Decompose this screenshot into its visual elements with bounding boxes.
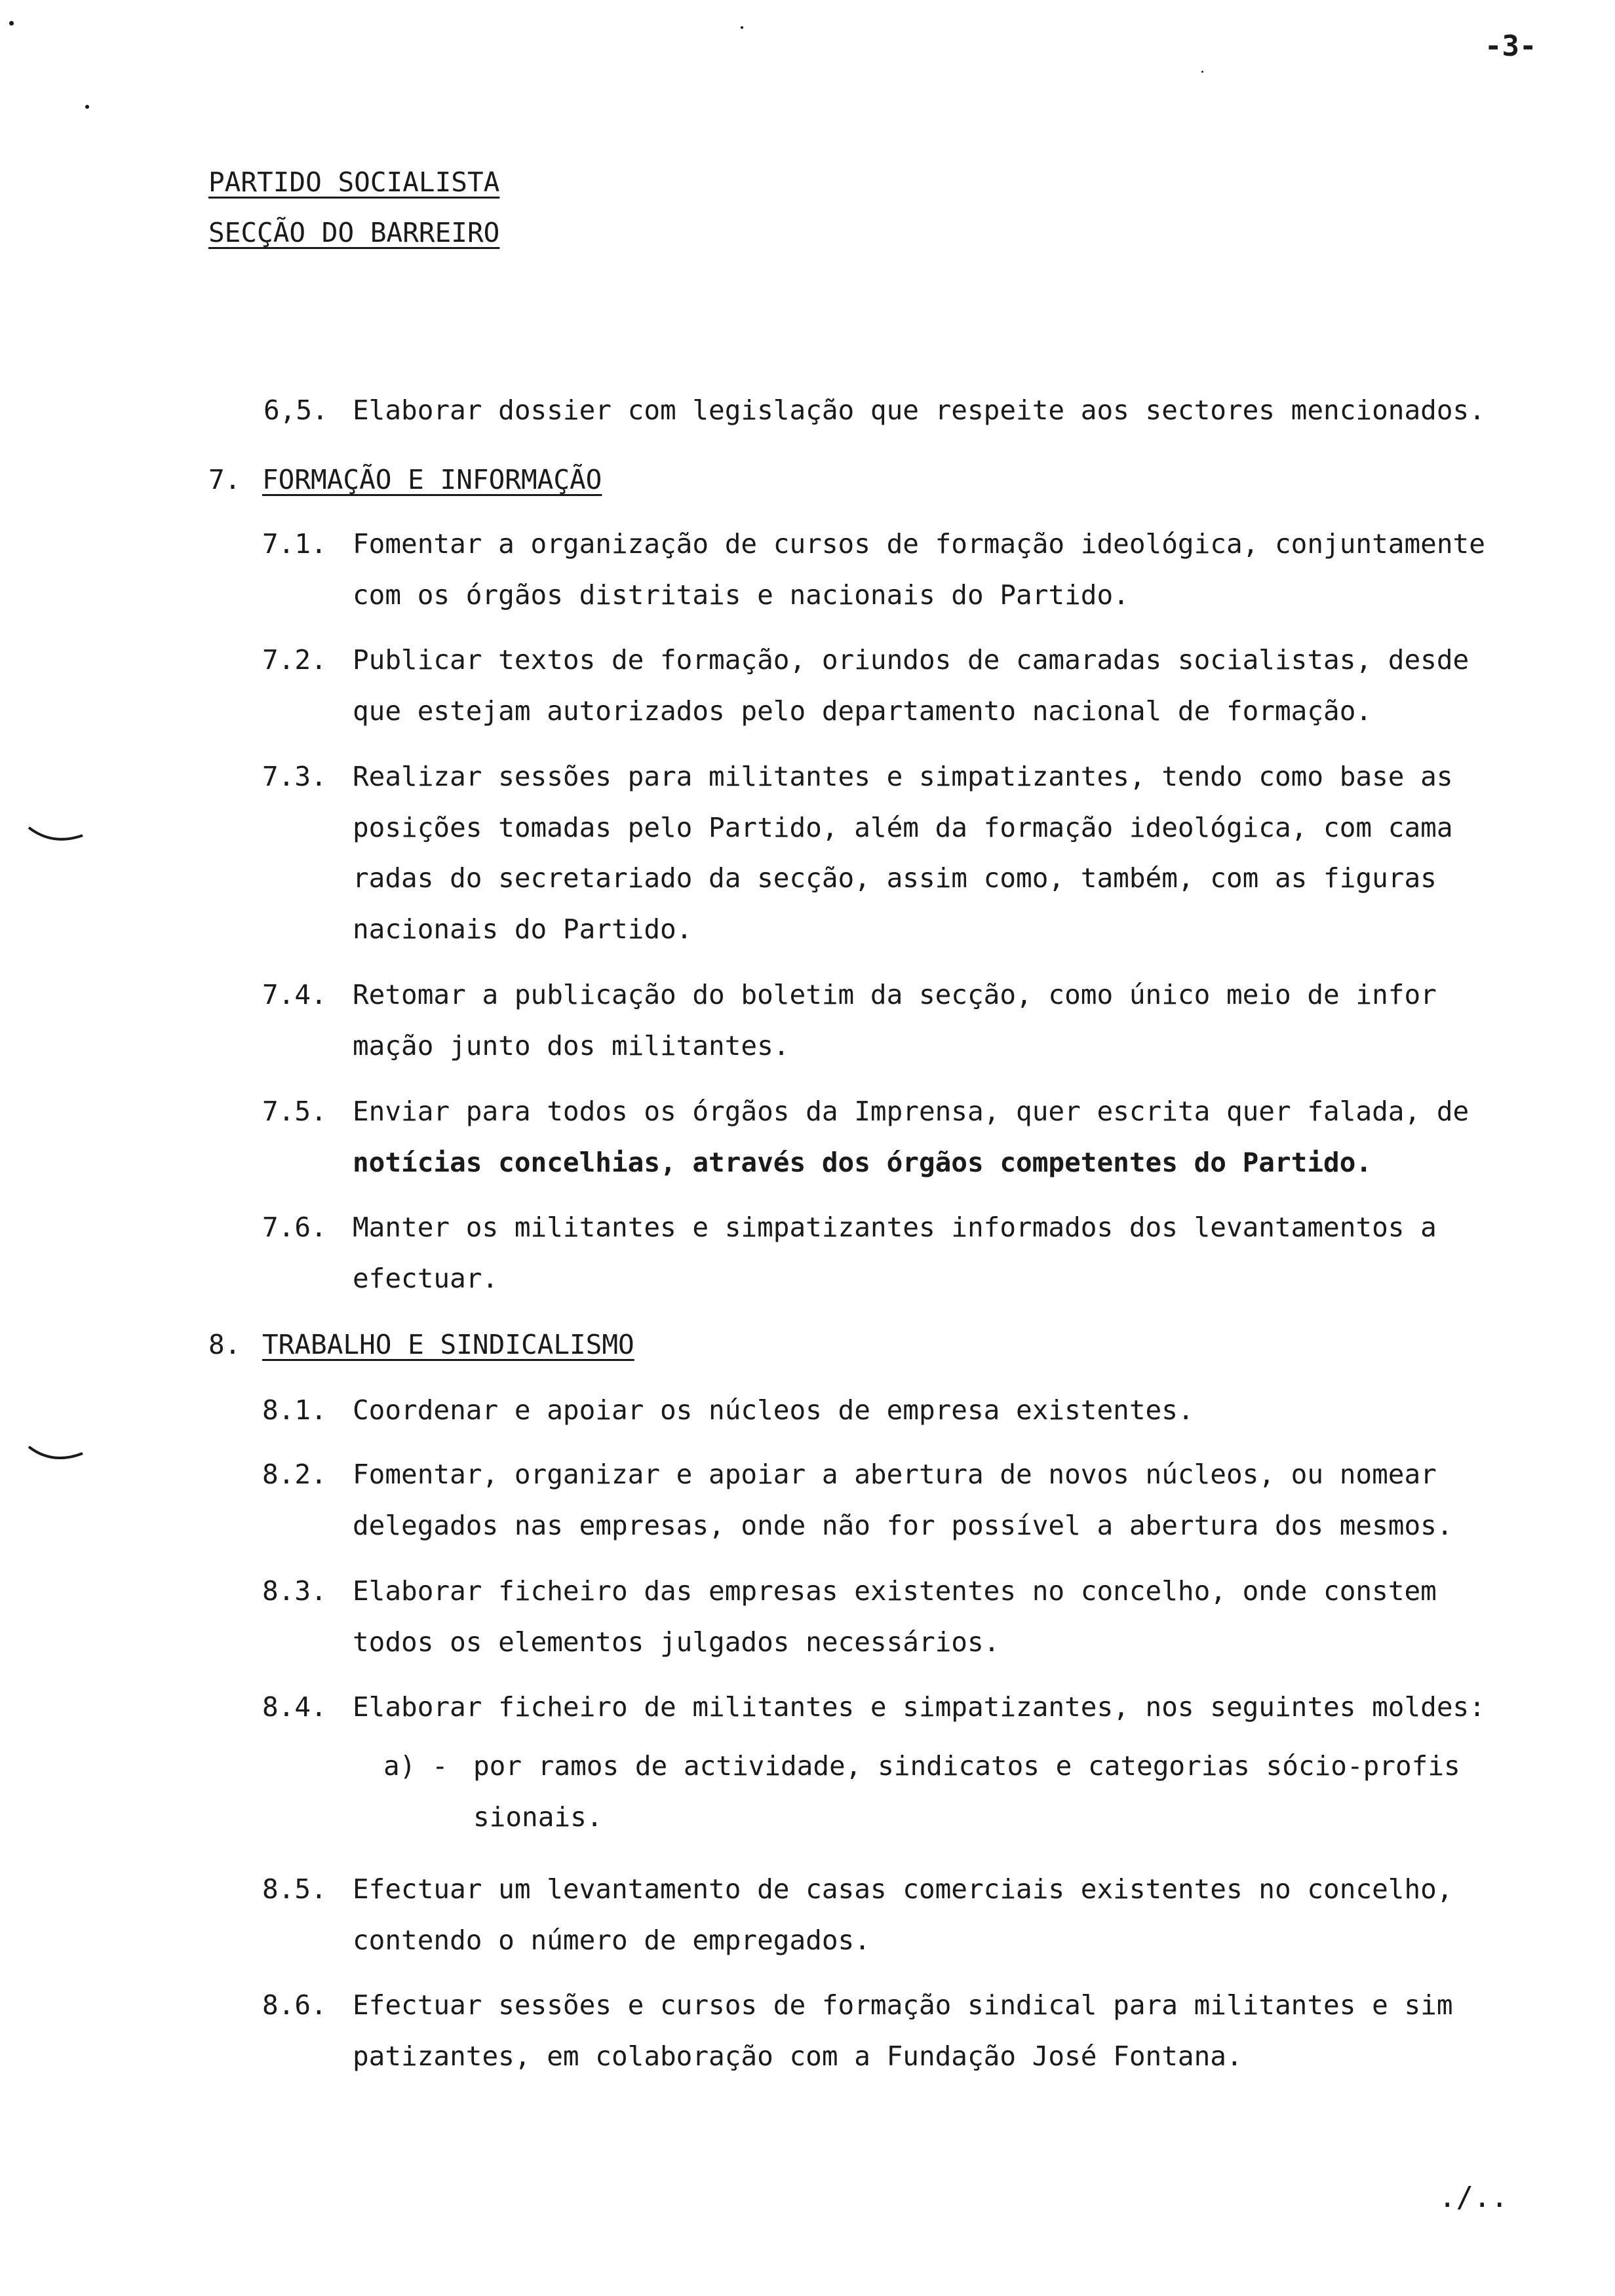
item-text: com os órgãos distritais e nacionais do Partido. [353, 579, 1129, 611]
item-text: Elaborar ficheiro das empresas existentes no concelho, onde constem [353, 1575, 1437, 1607]
item-text: delegados nas empresas, onde não for possível a abertura dos mesmos. [353, 1510, 1453, 1541]
margin-mark [26, 1442, 92, 1468]
ink-speck [9, 21, 14, 26]
sub-item-marker: a) - [383, 1750, 448, 1782]
section-title: TRABALHO E SINDICALISMO [262, 1329, 634, 1360]
item-text: Fomentar, organizar e apoiar a abertura de novos núcleos, ou nomear [353, 1459, 1437, 1490]
item-text: Efectuar um levantamento de casas comerciais existentes no concelho, [353, 1873, 1453, 1905]
section-number: 8. [208, 1329, 241, 1360]
item-text: posições tomadas pelo Partido, além da formação ideológica, com cama [353, 812, 1453, 843]
page-number: -3- [1485, 29, 1537, 63]
item-number: 8.4. [262, 1691, 327, 1723]
item-text: Enviar para todos os órgãos da Imprensa, quer escrita quer falada, de [353, 1096, 1469, 1127]
item-number: 6,5. [263, 394, 328, 426]
item-text: nacionais do Partido. [353, 913, 693, 945]
section-name: SECÇÃO DO BARREIRO [208, 217, 500, 248]
item-text: notícias concelhias, através dos órgãos competentes do Partido. [353, 1147, 1372, 1178]
item-number: 7.1. [262, 528, 327, 560]
item-text: Elaborar ficheiro de militantes e simpatizantes, nos seguintes moldes: [353, 1691, 1485, 1723]
section-number: 7. [208, 464, 241, 495]
item-number: 8.6. [262, 1989, 327, 2021]
item-number: 7.5. [262, 1096, 327, 1127]
margin-mark [26, 822, 92, 849]
item-text: todos os elementos julgados necessários. [353, 1626, 1000, 1658]
item-text: Efectuar sessões e cursos de formação sindical para militantes e sim [353, 1989, 1453, 2021]
continuation-mark: ./.. [1439, 2181, 1508, 2214]
item-text: que estejam autorizados pelo departamento nacional de formação. [353, 695, 1372, 727]
item-number: 7.3. [262, 761, 327, 792]
item-text: efectuar. [353, 1263, 499, 1294]
item-number: 8.3. [262, 1575, 327, 1607]
item-text: por ramos de actividade, sindicatos e categorias sócio-profis [473, 1750, 1460, 1782]
item-text: Coordenar e apoiar os núcleos de empresa existentes. [353, 1394, 1194, 1426]
item-text: patizantes, em colaboração com a Fundação José Fontana. [353, 2040, 1243, 2072]
item-text: Publicar textos de formação, oriundos de camaradas socialistas, desde [353, 644, 1469, 676]
ink-speck [85, 105, 89, 109]
item-text: contendo o número de empregados. [353, 1924, 870, 1956]
item-number: 7.4. [262, 979, 327, 1010]
item-text: Realizar sessões para militantes e simpatizantes, tendo como base as [353, 761, 1453, 792]
item-number: 7.6. [262, 1212, 327, 1243]
item-text: mação junto dos militantes. [353, 1030, 790, 1062]
item-number: 8.1. [262, 1394, 327, 1426]
item-text: radas do secretariado da secção, assim como, também, com as figuras [353, 862, 1437, 894]
ink-speck [1201, 71, 1203, 73]
item-text: Elaborar dossier com legislação que respeite aos sectores mencionados. [353, 394, 1485, 426]
item-number: 8.5. [262, 1873, 327, 1905]
item-text: Manter os militantes e simpatizantes informados dos levantamentos a [353, 1212, 1437, 1243]
ink-speck [741, 26, 743, 29]
item-number: 8.2. [262, 1459, 327, 1490]
item-text: Fomentar a organização de cursos de formação ideológica, conjuntamente [353, 528, 1485, 560]
item-text: sionais. [473, 1801, 603, 1833]
party-name: PARTIDO SOCIALISTA [208, 166, 500, 198]
section-title: FORMAÇÃO E INFORMAÇÃO [262, 464, 602, 495]
item-number: 7.2. [262, 644, 327, 676]
item-text: Retomar a publicação do boletim da secção, como único meio de infor [353, 979, 1437, 1010]
